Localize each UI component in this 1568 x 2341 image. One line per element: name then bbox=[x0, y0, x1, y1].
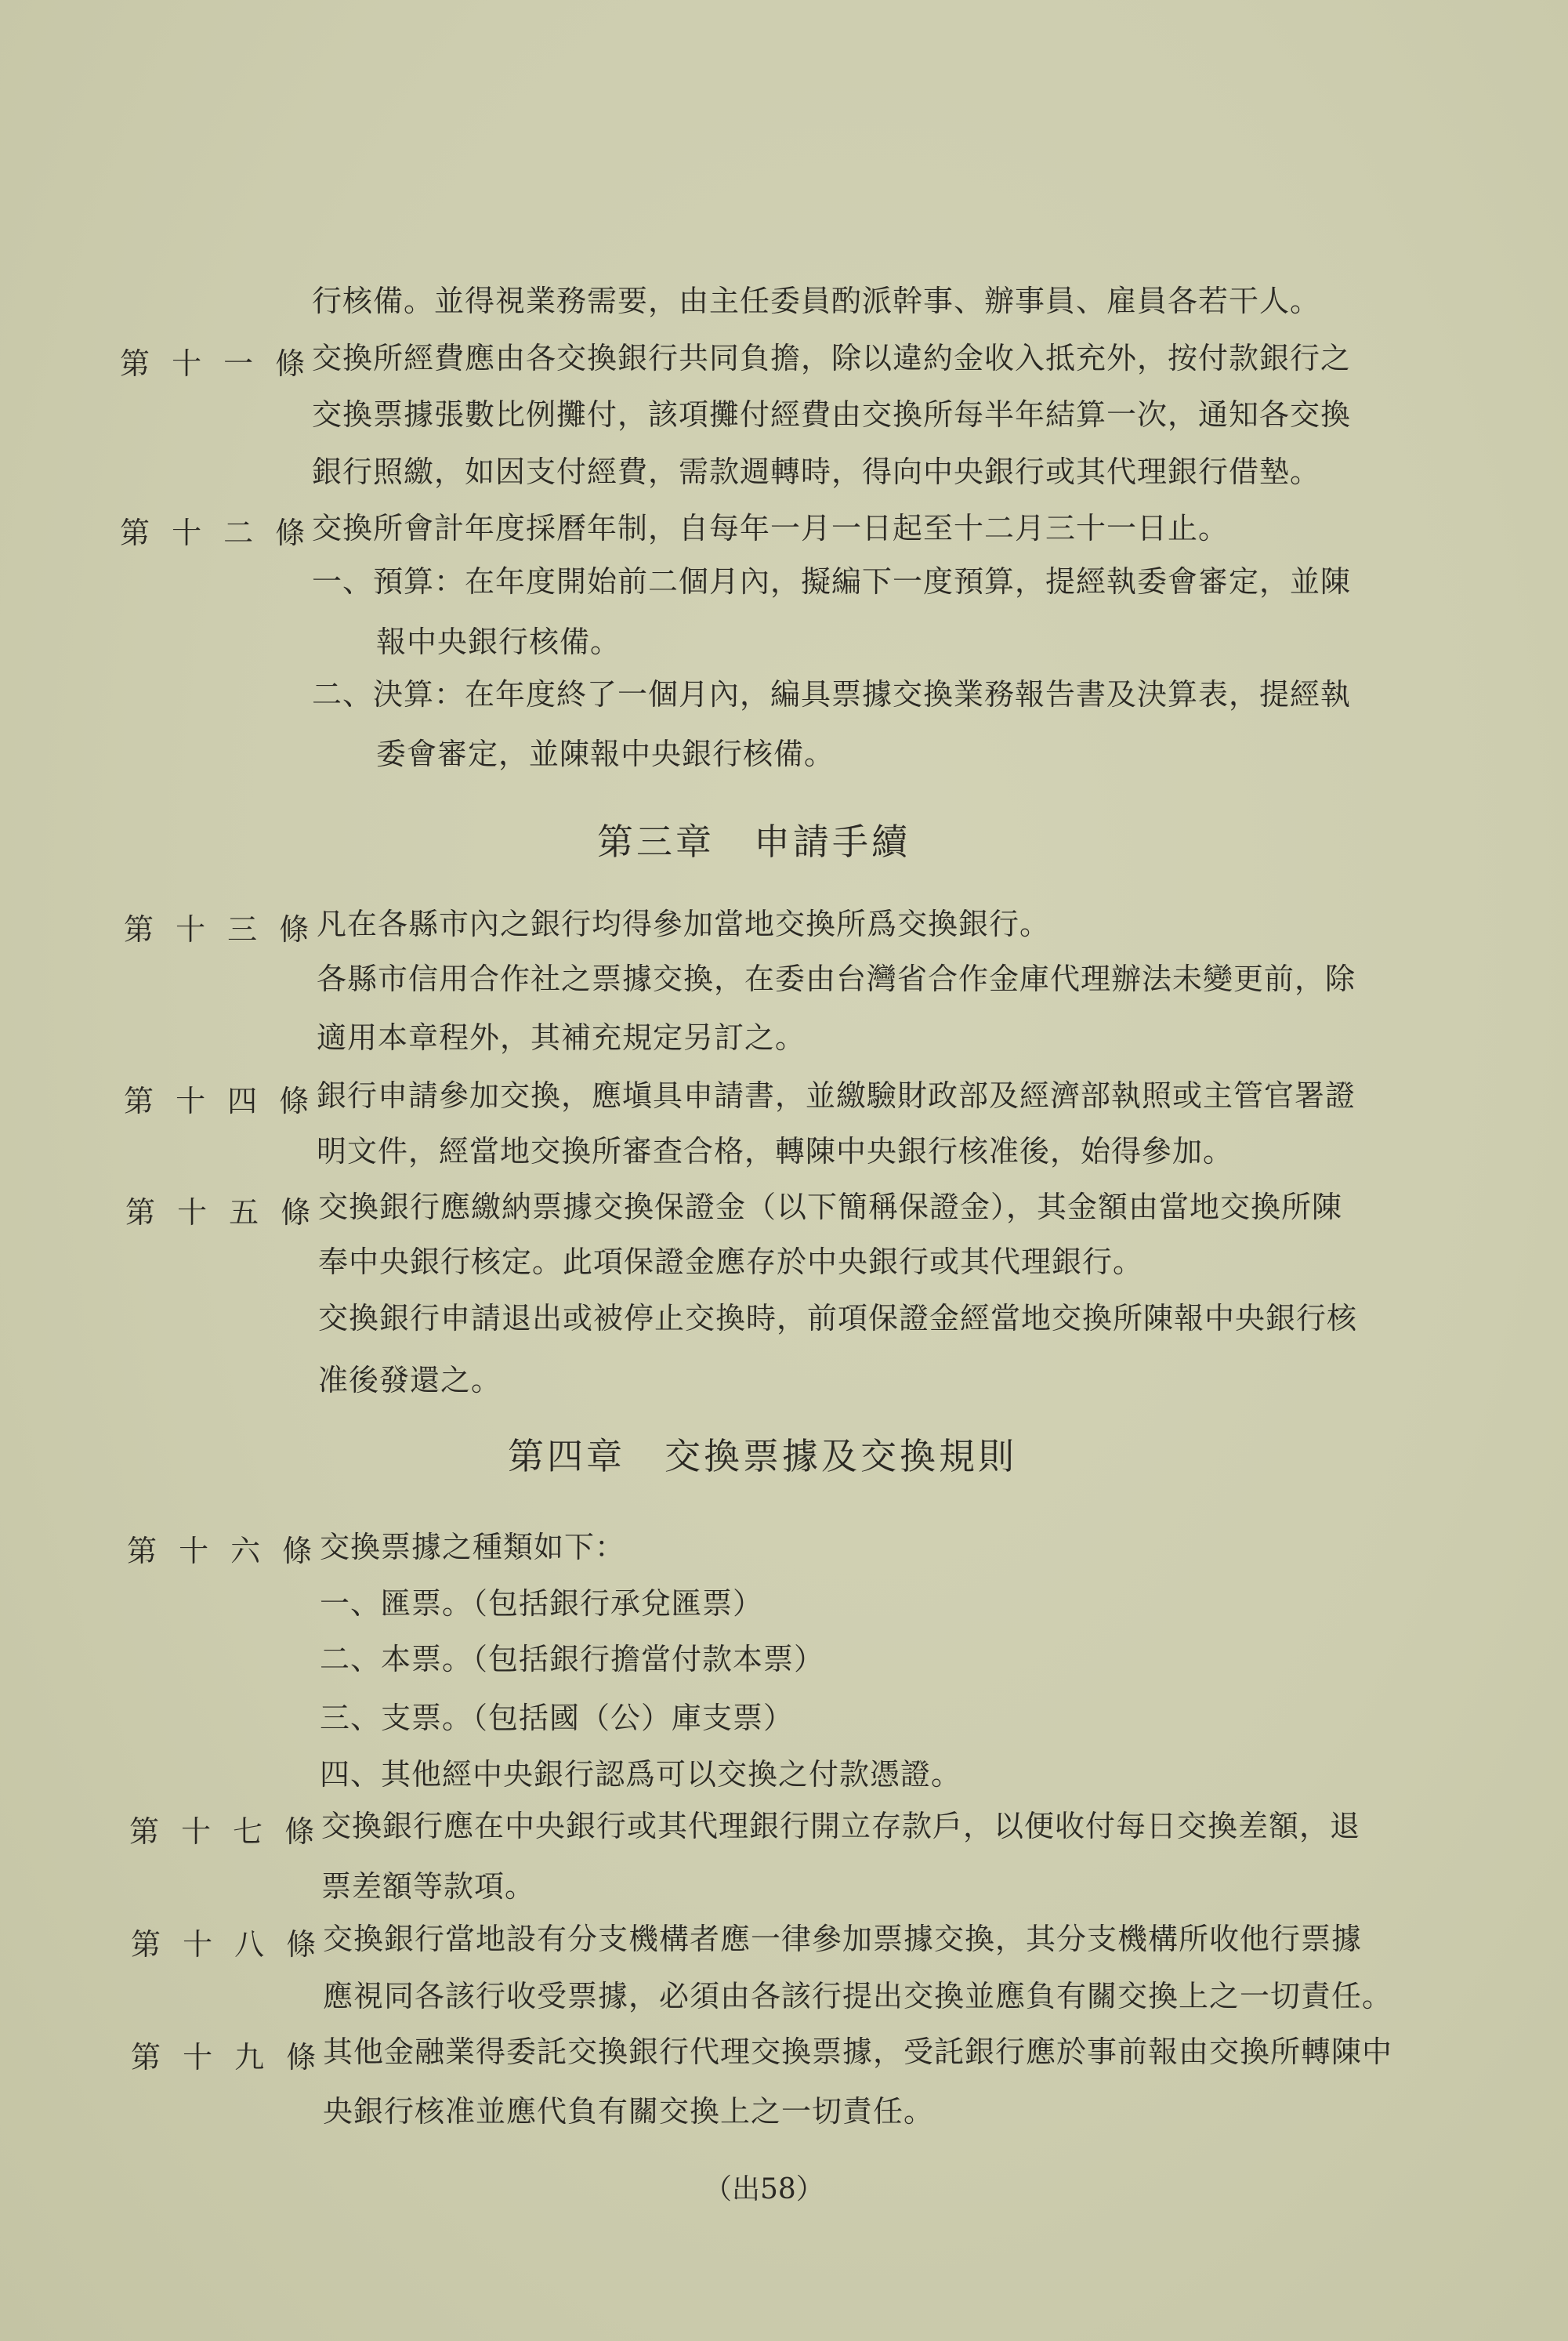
article-19-line-2: 央銀行核准並應代負有關交換上之一切責任。 bbox=[323, 2094, 935, 2129]
article-12-item-1: 一、預算：在年度開始前二個月內，擬編下一度預算，提經執委會審定，並陳 bbox=[312, 564, 1352, 599]
article-11-line-2: 交換票據張數比例攤付，該項攤付經費由交換所每半年結算一次，通知各交換 bbox=[312, 397, 1352, 432]
article-14-label: 第 十 四 條 bbox=[124, 1084, 316, 1118]
article-12-item-1-cont: 報中央銀行核備。 bbox=[376, 625, 621, 659]
article-12-item-2-cont: 委會審定，並陳報中央銀行核備。 bbox=[376, 737, 835, 771]
article-15-line-4: 准後發還之。 bbox=[318, 1363, 502, 1397]
article-16-line-1: 交換票據之種類如下： bbox=[320, 1530, 626, 1564]
article-14-line-2: 明文件，經當地交換所審查合格，轉陳中央銀行核准後，始得參加。 bbox=[317, 1134, 1234, 1169]
article-19-line-1: 其他金融業得委託交換銀行代理交換票據，受託銀行應於事前報由交換所轉陳中 bbox=[323, 2035, 1393, 2069]
article-11-line-3: 銀行照繳，如因支付經費，需款週轉時，得向中央銀行或其代理銀行借墊。 bbox=[312, 455, 1321, 489]
article-18-label: 第 十 八 條 bbox=[131, 1927, 323, 1962]
article-16-item-1: 一、匯票。（包括銀行承兌匯票） bbox=[320, 1586, 764, 1621]
chapter-3-heading: 第三章 申請手續 bbox=[597, 821, 911, 863]
article-18-line-1: 交換銀行當地設有分支機構者應一律參加票據交換，其分支機構所收他行票據 bbox=[323, 1922, 1363, 1956]
article-11-line-1: 交換所經費應由各交換銀行共同負擔，除以違約金收入抵充外，按付款銀行之 bbox=[312, 341, 1352, 375]
article-15-line-3: 交換銀行申請退出或被停止交換時，前項保證金經當地交換所陳報中央銀行核 bbox=[318, 1301, 1358, 1335]
article-17-line-1: 交換銀行應在中央銀行或其代理銀行開立存款戶，以便收付每日交換差額，退 bbox=[321, 1809, 1361, 1843]
article-12-item-2: 二、決算：在年度終了一個月內，編具票據交換業務報告書及決算表，提經執 bbox=[312, 677, 1352, 712]
article-13-label: 第 十 三 條 bbox=[124, 912, 316, 947]
article-12-label: 第 十 二 條 bbox=[120, 516, 312, 550]
article-16-item-2: 二、本票。（包括銀行擔當付款本票） bbox=[320, 1642, 825, 1676]
article-17-line-2: 票差額等款項。 bbox=[321, 1869, 536, 1904]
article-15-label: 第 十 五 條 bbox=[125, 1195, 317, 1230]
article-16-item-3: 三、支票。（包括國（公）庫支票） bbox=[320, 1701, 795, 1735]
article-18-line-2: 應視同各該行收受票據，必須由各該行提出交換並應負有關交換上之一切責任。 bbox=[323, 1979, 1393, 2013]
chapter-4-heading: 第四章 交換票據及交換規則 bbox=[508, 1435, 1017, 1477]
article-15-line-1: 交換銀行應繳納票據交換保證金（以下簡稱保證金），其金額由當地交換所陳 bbox=[318, 1190, 1343, 1224]
article-15-line-2: 奉中央銀行核定。此項保證金應存於中央銀行或其代理銀行。 bbox=[318, 1245, 1144, 1279]
article-14-line-1: 銀行申請參加交換，應塡具申請書，並繳驗財政部及經濟部執照或主管官署證 bbox=[317, 1078, 1356, 1113]
article-13-line-1: 凡在各縣市內之銀行均得參加當地交換所爲交換銀行。 bbox=[317, 907, 1051, 941]
article-12-line-1: 交換所會計年度採曆年制，自每年一月一日起至十二月三十一日止。 bbox=[312, 511, 1229, 545]
article-16-label: 第 十 六 條 bbox=[127, 1534, 319, 1568]
page-number: （出58） bbox=[704, 2173, 824, 2205]
article-17-label: 第 十 七 條 bbox=[129, 1814, 321, 1849]
article-19-label: 第 十 九 條 bbox=[131, 2040, 323, 2075]
article-13-line-3: 適用本章程外，其補充規定另訂之。 bbox=[317, 1020, 806, 1055]
article-13-line-2: 各縣市信用合作社之票據交換，在委由台灣省合作金庫代理辦法未變更前，除 bbox=[317, 962, 1356, 996]
article-11-label: 第 十 一 條 bbox=[120, 346, 312, 381]
article-10-tail: 行核備。並得視業務需要，由主任委員酌派幹事、辦事員、雇員各若干人。 bbox=[312, 284, 1321, 318]
article-16-item-4: 四、其他經中央銀行認爲可以交換之付款憑證。 bbox=[320, 1757, 962, 1792]
